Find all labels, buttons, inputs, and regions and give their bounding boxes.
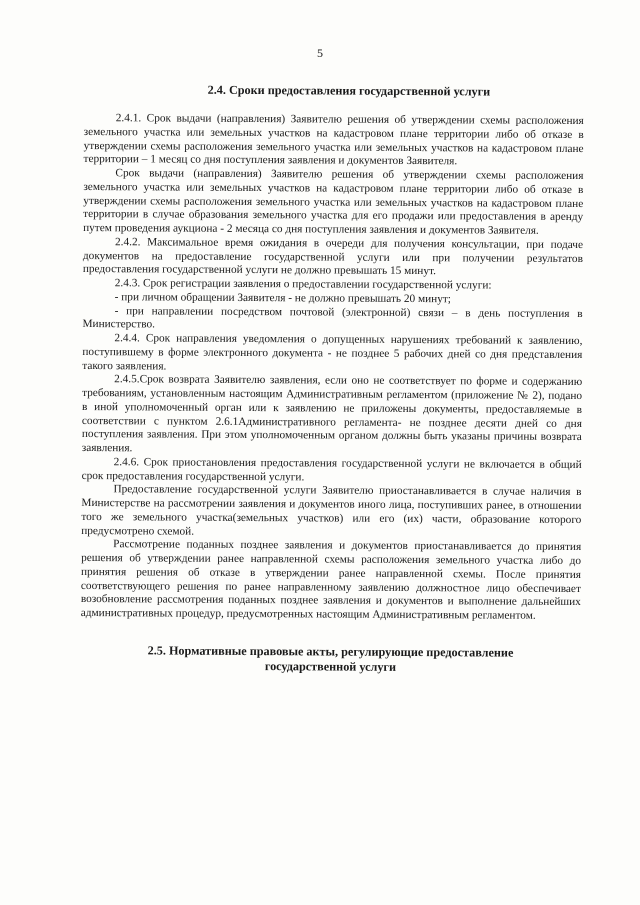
- paragraph-2-4-3: 2.4.3. Срок регистрации заявления о предоставлении государственной услуги:: [114, 277, 492, 292]
- paragraph-personal-visit: - при личном обращении Заявителя - не должно превышать 20 минут;: [114, 290, 452, 305]
- next-section-title: [80, 643, 580, 676]
- paragraph-2-4-4: 2.4.4. Срок направления уведомления о допущенных нарушениях требований к заявлению, поступившему в форме электронного документа - не позднее 5 рабочих дней со дня представления такого заявления.: [82, 332, 583, 373]
- next-section-title-line2: государственной услуги: [264, 658, 397, 674]
- paragraph-postal: - при направлении посредством почтовой (электронной) связи – в день поступления в Министерство.: [82, 304, 583, 331]
- page-number: 5: [317, 46, 323, 60]
- document-body: [80, 82, 584, 676]
- paragraph-2-4-1: 2.4.1. Срок выдачи (направления) Заявителю решения об утверждении схемы расположения земельного участка или земельных участков на кадастровом плане территории либо об отказе в утверждении схемы расположения земельного участка или земельных участков на кадастровом плане территории – 1 месяц со дня поступления заявления и документов Заявителя.: [83, 112, 584, 168]
- next-section-title-line1: 2.5. Нормативные правовые акты, регулирующие предоставление: [147, 643, 514, 660]
- paragraph-2-4-5: 2.4.5.Срок возврата Заявителю заявления, если оно не соответствует по форме и содержанию требованиям, установленным настоящим Административным регламентом (приложение № 2), подано в иной уполномоченный орган или к заявлению не приложены документы, предоставляемые в соответствии с пунктом 2.6.1Административного регламента- не позднее десяти дней со дня поступления заявления. При этом уполномоченным органом должны быть указаны причины возврата заявления.: [81, 373, 583, 455]
- section-title: 2.4. Сроки предоставления государственной услуги: [207, 82, 491, 99]
- paragraph-auction-term: Срок выдачи (направления) Заявителю решения об утверждении схемы расположения земельного участка или земельных участков на кадастровом плане территории либо об отказе в утверждении схемы расположения земельного участка или земельных участков на кадастровом плане территории в случае образования земельного участка для его продажи или предоставления в аренду путем проведения аукциона - 2 месяца со дня поступления заявления и документов Заявителя.: [83, 167, 584, 237]
- paragraph-2-4-6: 2.4.6. Срок приостановления предоставления государственной услуги не включается в общий срок предоставления государственной услуги.: [81, 455, 582, 483]
- paragraph-later-applications: Рассмотрение поданных позднее заявления и документов приостанавливается до принятия решения об утверждении ранее направленной схемы расположения земельного участка либо до принятия решения об отказе в утверждении ранее направленной схемы. После принятия соответствующего решения по ранее направленному заявлению должностное лицо обеспечивает возобновление рассмотрения поданных позднее заявления и документов и выполнение дальнейших административных процедур, предусмотренных настоящим Административным регламентом.: [80, 538, 582, 622]
- paragraph-2-4-2: 2.4.2. Максимальное время ожидания в очереди для получения консультации, при подаче документов на предоставление государственной услуги или при получении результатов предоставления государственной услуги не должно превышать 15 минут.: [82, 235, 584, 278]
- paragraph-suspension: Предоставление государственной услуги Заявителю приостанавливается в случае наличия в Министерстве на рассмотрении заявления и документов иного лица, поступивших ранее, в отношении того же земельного участка(земельных участков) или его (их) части, образование которого предусмотрено схемой.: [81, 483, 582, 538]
